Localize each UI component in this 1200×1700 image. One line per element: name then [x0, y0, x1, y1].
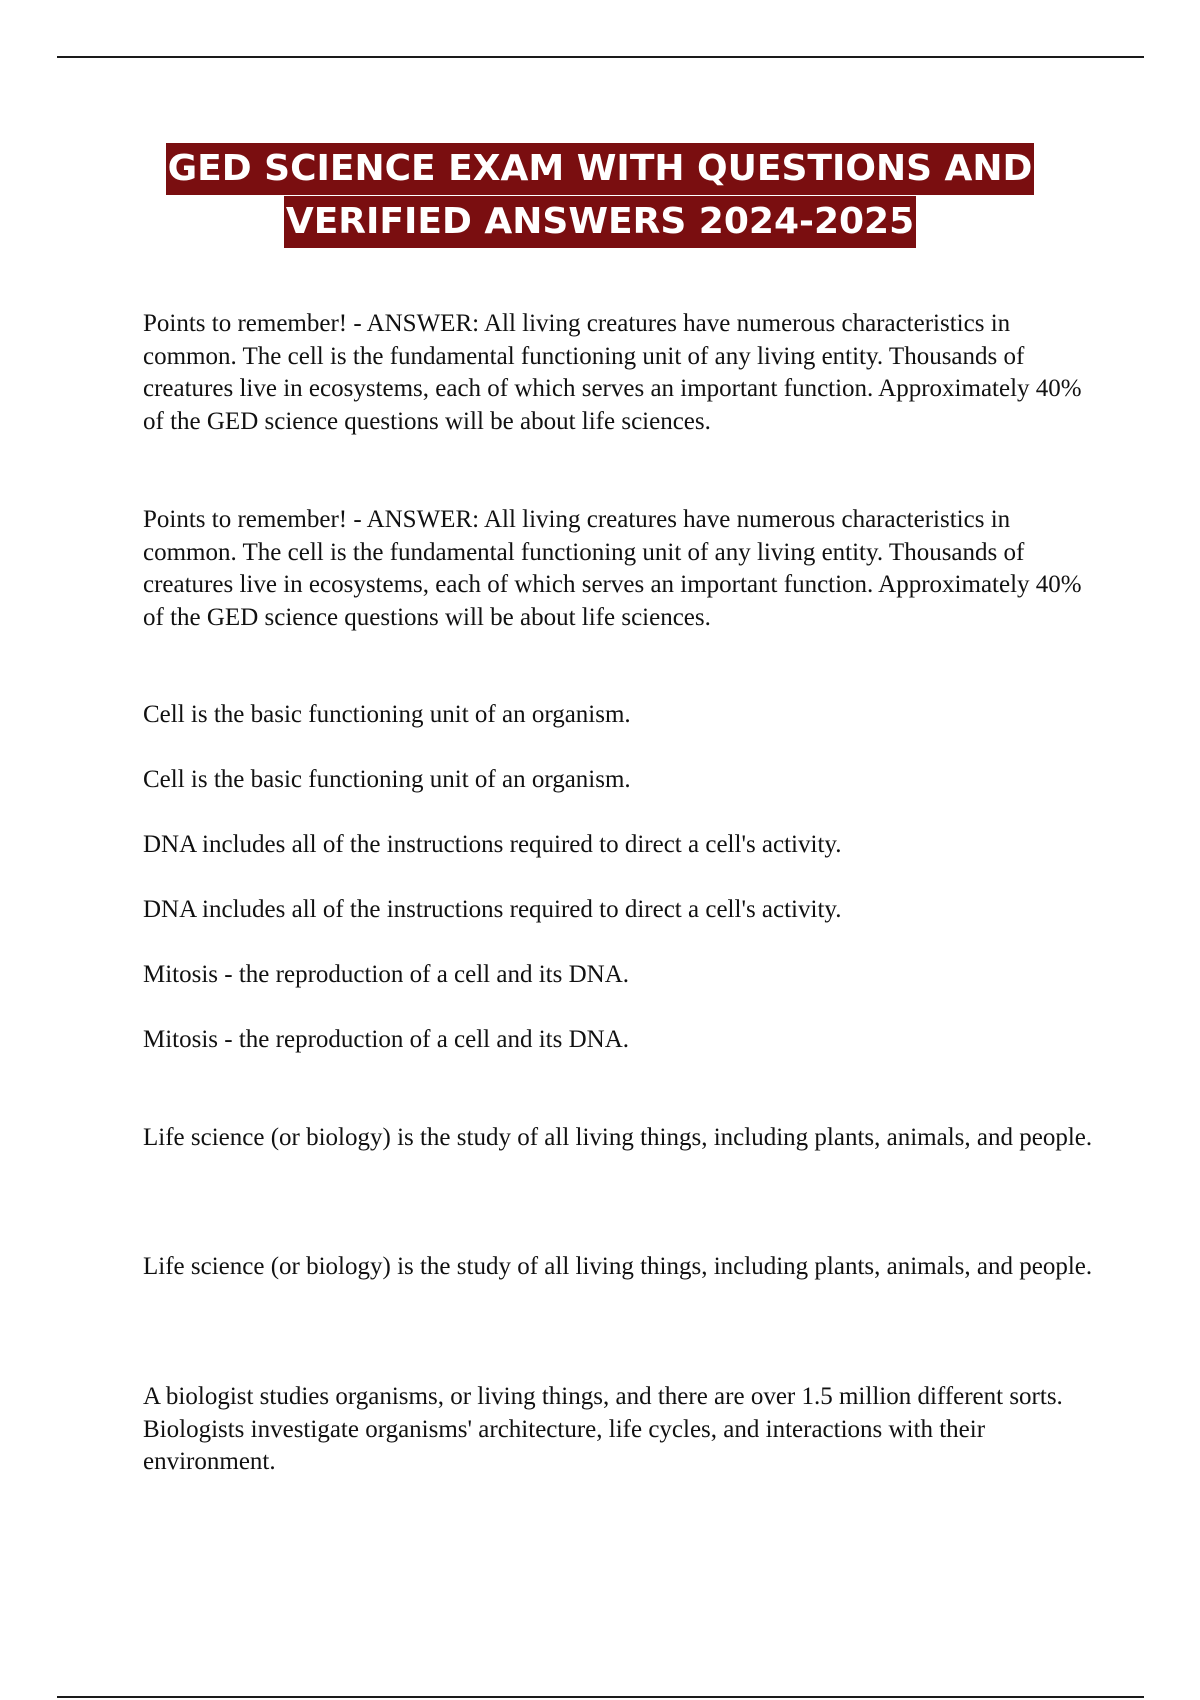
- paragraph: Cell is the basic functioning unit of an organism.: [143, 766, 631, 793]
- paragraph: Mitosis - the reproduction of a cell and its DNA.: [143, 1026, 630, 1053]
- title-line-2: VERIFIED ANSWERS 2024-2025: [284, 196, 916, 248]
- bottom-rule: [57, 1696, 1144, 1698]
- paragraph: DNA includes all of the instructions required to direct a cell's activity.: [143, 896, 842, 923]
- paragraph: Life science (or biology) is the study of all living things, including plants, animals, and people.: [143, 1253, 1093, 1280]
- title-line-1: GED SCIENCE EXAM WITH QUESTIONS AND: [166, 143, 1035, 195]
- paragraph: Mitosis - the reproduction of a cell and its DNA.: [143, 961, 630, 988]
- paragraph: Cell is the basic functioning unit of an organism.: [143, 701, 631, 728]
- top-rule: [57, 56, 1144, 58]
- paragraph: Points to remember! - ANSWER: All living creatures have numerous characteristics in common. The cell is the fundamental functioning unit of any living entity. Thousands of creatures live in ecosystems, each of which serves an important function. Approximately 40% of the GED science questions will be about life sciences.: [143, 506, 1082, 631]
- paragraph: A biologist studies organisms, or living things, and there are over 1.5 million different sorts. Biologists investigate organisms' architecture, life cycles, and interactions with their environment.: [143, 1383, 1063, 1475]
- paragraph: Points to remember! - ANSWER: All living creatures have numerous characteristics in common. The cell is the fundamental functioning unit of any living entity. Thousands of creatures live in ecosystems, each of which serves an important function. Approximately 40% of the GED science questions will be about life sciences.: [143, 310, 1082, 435]
- paragraph: Life science (or biology) is the study of all living things, including plants, animals, and people.: [143, 1124, 1093, 1151]
- paragraph: DNA includes all of the instructions required to direct a cell's activity.: [143, 831, 842, 858]
- document-title: [0, 143, 1200, 249]
